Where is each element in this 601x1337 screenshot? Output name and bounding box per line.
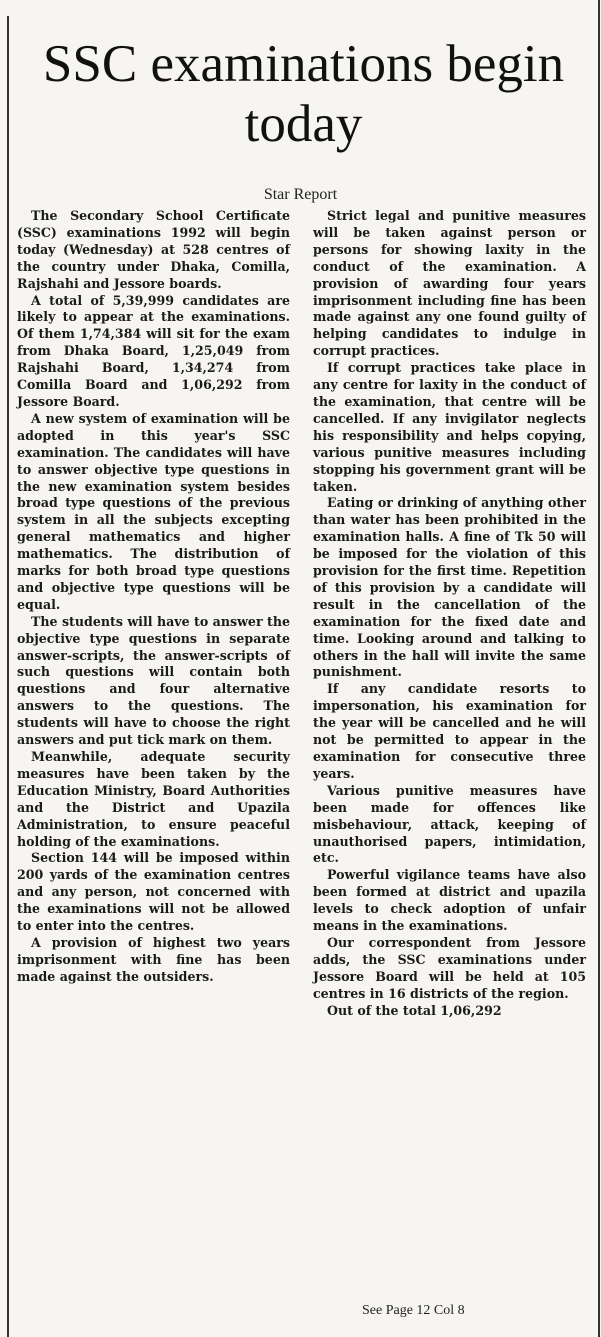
paragraph: Eating or drinking of anything other than water has been prohibited in the examination halls. A fine of Tk 50 will be imposed for the violation of this provision for the first time. Repetition of this provision by a candidate will result in the cancellation of the examination for the fixed date and time. Looking around and talking to others in the hall will invite the same punishment. (313, 495, 586, 680)
paragraph: The students will have to answer the objective type questions in separate answer-scripts, the answer-scripts of such questions will contain both questions and four alternative answers to the questions. The students will have to choose the right answers and put tick mark on them. (17, 613, 290, 748)
paragraph: A total of 5,39,999 candidates are likely to appear at the examinations. Of them 1,74,384 will sit for the exam from Dhaka Board, 1,25,049 from Rajshahi Board, 1,34,274 from Comilla Board and 1,06,292 from Jessore Board. (17, 292, 290, 409)
headline: SSC examinations begin today (42, 35, 565, 153)
paragraph: Powerful vigilance teams have also been formed at district and upazila levels to check adoption of unfair means in the examinations. (313, 867, 586, 934)
paragraph: Our correspondent from Jessore adds, the SSC examinations under Jessore Board will be held at 105 centres in 16 districts of the region. (313, 934, 586, 1001)
article-column-right (313, 208, 586, 1020)
paragraph: A new system of examination will be adopted in this year's SSC examination. The candidates will have to answer objective type questions in the new examination system besides broad type questions of the previous system in all the subjects excepting general mathematics and higher mathematics. The distribution of marks for both broad type questions and objective type questions will be equal. (17, 410, 290, 612)
paragraph: A provision of highest two years imprisonment with fine has been made against the outsiders. (17, 934, 290, 984)
paragraph: Meanwhile, adequate security measures have been taken by the Education Ministry, Board Authorities and the District and Upazila Administration, to ensure peaceful holding of the examinations. (17, 749, 290, 849)
paragraph: The Secondary School Certificate (SSC) examinations 1992 will begin today (Wednesday) at 528 centres of the country under Dhaka, Comilla, Rajshahi and Jessore boards. (17, 208, 290, 291)
paragraph: Section 144 will be imposed within 200 yards of the examination centres and any person, not concerned with the examinations will not be allowed to enter into the centres. (17, 850, 290, 934)
paragraph: Strict legal and punitive measures will be taken against person or persons for showing laxity in the conduct of the examination. A provision of awarding four years imprisonment including fine has been made against any one found guilty of helping candidates to indulge in corrupt practices. (313, 208, 586, 359)
article-column-left (17, 208, 290, 986)
paragraph: Various punitive measures have been made for offences like misbehaviour, attack, keeping of unauthorised papers, intimidation, etc. (313, 782, 586, 866)
paragraph: If corrupt practices take place in any centre for laxity in the conduct of the examination, that centre will be cancelled. If any invigilator neglects his responsibility and helps copying, various punitive measures including stopping his government grant will be taken. (313, 360, 586, 494)
column-rule-left (7, 16, 9, 1337)
byline: Star Report (263, 186, 338, 203)
paragraph: Out of the total 1,06,292 (327, 1002, 502, 1018)
paragraph: If any candidate resorts to impersonation, his examination for the year will be cancelled and he will not be permitted to appear in the examination for consecutive three years. (313, 681, 586, 781)
continuation-note: See Page 12 Col 8 (362, 1303, 465, 1318)
